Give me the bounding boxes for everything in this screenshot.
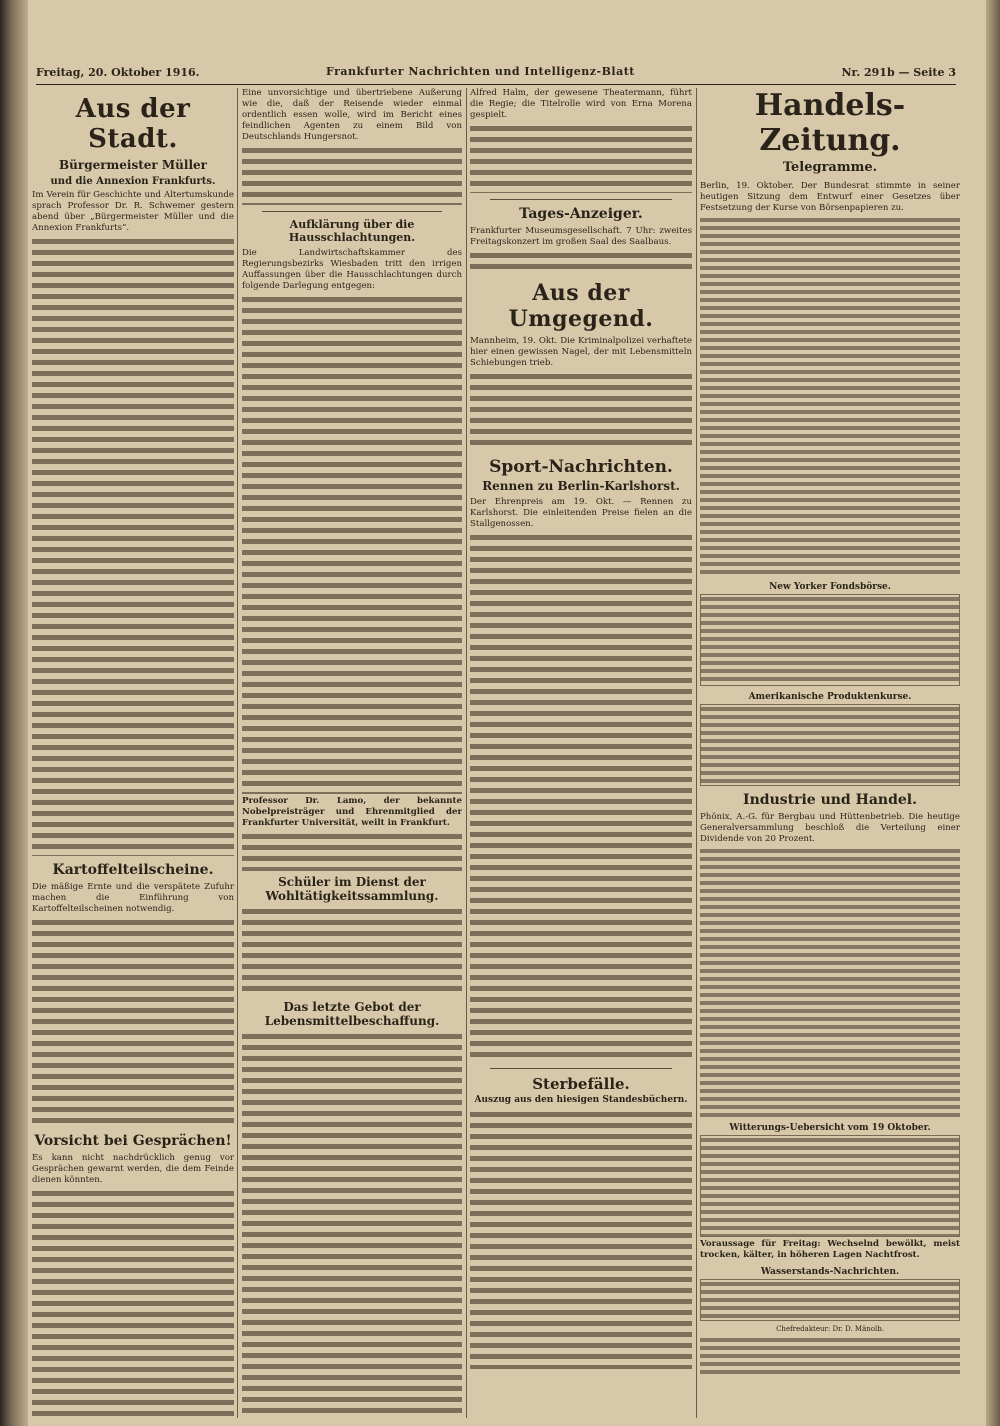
article-body-text [32, 917, 234, 1127]
article-lead: Die mäßige Ernte und die verspätete Zufuhr machen die Einführung von Kartoffelteilscheinen notwendig. [32, 882, 234, 914]
column-rule [696, 88, 697, 1418]
article-body-text [242, 906, 462, 996]
table-title-witterung: Witterungs-Uebersicht vom 19 Oktober. [729, 1123, 931, 1133]
subsection-telegramme: Telegramme. [782, 160, 878, 175]
article-body-text [700, 847, 960, 1117]
section-heading-sterbe: Sterbefälle. [532, 1075, 630, 1093]
column-stadt [32, 88, 234, 1418]
issue-date: Freitag, 20. Oktober 1916. [36, 66, 200, 79]
stock-table [700, 594, 960, 686]
article-body-text [242, 1031, 462, 1418]
table-title-ny: New Yorker Fondsbörse. [769, 582, 891, 592]
article-subtitle: Rennen zu Berlin-Karlshorst. [482, 479, 680, 493]
article-lead: Berlin, 19. Oktober. Der Bundesrat stimmte in seiner heutigen Sitzung dem Entwurf einer Gesetzes über Festsetzung der Kurse von Börsenpapieren zu. [700, 181, 960, 213]
section-heading-handel: Handels-Zeitung. [754, 88, 906, 158]
article-title-nebenstelle: Das letzte Gebot der Lebensmittelbeschaffung. [264, 1000, 440, 1028]
page-edge [986, 0, 1000, 1426]
divider [490, 199, 672, 200]
section-heading-anzeiger: Tages-Anzeiger. [519, 206, 643, 222]
article-title-kartoffel: Kartoffelteilscheine. [52, 862, 214, 878]
section-heading-industrie: Industrie und Handel. [743, 792, 917, 808]
article-lead: Die Landwirtschaftskammer des Regierungsbezirks Wiesbaden tritt den irrigen Auffassungen über die Hausschlachtungen durch folgende Darlegung entgegen: [242, 248, 462, 291]
article-lead: Frankfurter Museumsgesellschaft. 7 Uhr: zweites Freitagskonzert im großen Saal des Saalbaus. [470, 226, 692, 247]
column-2 [242, 88, 462, 1418]
death-notices-list [470, 1109, 692, 1369]
article-lead: Phönix, A.-G. für Bergbau und Hüttenbetrieb. Die heutige Generalversammlung beschloß die Verteilung einer Dividende von 20 Prozent. [700, 812, 960, 844]
section-heading-stadt: Aus der Stadt. [75, 94, 191, 154]
commodity-table [700, 704, 960, 786]
article-body-text [242, 831, 462, 871]
page-header [36, 62, 956, 85]
article-lead: Im Verein für Geschichte und Altertumskunde sprach Professor Dr. R. Schwemer gestern abend über „Bürgermeister Müller und die Annexion Frankfurts“. [32, 190, 234, 233]
article-subtitle: und die Annexion Frankfurts. [50, 176, 216, 187]
article-title-sammlung: Schüler im Dienst der Wohltätigkeitssammlung. [265, 875, 439, 903]
article-body-text [32, 236, 234, 856]
column-rule [466, 88, 467, 1418]
article-lead: Alfred Halm, der gewesene Theatermann, führt die Regie; die Titelrolle wird von Erna Morena gespielt. [470, 88, 692, 120]
page-number: Nr. 291b — Seite 3 [841, 66, 956, 79]
article-body-text [32, 1188, 234, 1418]
water-level-table [700, 1279, 960, 1321]
weather-table [700, 1135, 960, 1237]
imprint-text [700, 1336, 960, 1376]
article-lead: Eine unvorsichtige und übertriebene Äußerung wie die, daß der Reisende wieder einmal ordentlich essen wolle, wird im Bericht eines feindlichen Agenten zu einem Bild von Deutschlands Hungersnot. [242, 88, 462, 142]
table-title-wasser: Wasserstands-Nachrichten. [760, 1267, 900, 1277]
book-spine [0, 0, 28, 1426]
article-body-text [242, 145, 462, 205]
table-title-produkte: Amerikanische Produktenkurse. [748, 692, 912, 702]
section-heading-umgegend: Aus der Umgegend. [508, 280, 654, 332]
article-title-vorsicht: Vorsicht bei Gesprächen! [34, 1133, 232, 1149]
article-title-aufklaerung: Aufklärung über die Hausschlachtungen. [288, 218, 416, 244]
article-lead: Mannheim, 19. Okt. Die Kriminalpolizei verhaftete hier einen gewissen Nagel, der mit Lebensmitteln Schiebungen trieb. [470, 336, 692, 368]
imprint: Chefredakteur: Dr. D. Mänolb. [776, 1325, 884, 1333]
article-body-text [470, 123, 692, 193]
column-handel [700, 88, 960, 1418]
article-body-text [470, 250, 692, 274]
column-3 [470, 88, 692, 1418]
weather-forecast: Voraussage für Freitag: Wechselnd bewölkt, meist trocken, kälter, in höheren Lagen Nachtfrost. [700, 1239, 960, 1260]
article-lead: Der Ehrenpreis am 19. Okt. — Rennen zu Karlshorst. Die einleitenden Preise fielen an die Stallgenossen. [470, 497, 692, 529]
article-body-text [242, 294, 462, 794]
article-lead: Es kann nicht nachdrücklich genug vor Gesprächen gewarnt werden, die dem Feinde dienen könnten. [32, 1153, 234, 1185]
article-body-text [700, 216, 960, 576]
newspaper-title: Frankfurter Nachrichten und Intelligenz-Blatt [326, 65, 635, 78]
section-heading-sport: Sport-Nachrichten. [489, 457, 673, 477]
article-body-text [470, 532, 692, 1062]
article-title: Bürgermeister Müller [59, 158, 207, 172]
divider [490, 1068, 672, 1069]
notice-text: Professor Dr. Lamo, der bekannte Nobelpreisträger und Ehrenmitglied der Frankfurter Universität, weilt in Frankfurt. [242, 796, 462, 828]
article-subtitle: Auszug aus den hiesigen Standesbüchern. [474, 1095, 688, 1105]
divider [262, 211, 442, 212]
article-body-text [470, 371, 692, 451]
column-rule [237, 88, 238, 1418]
